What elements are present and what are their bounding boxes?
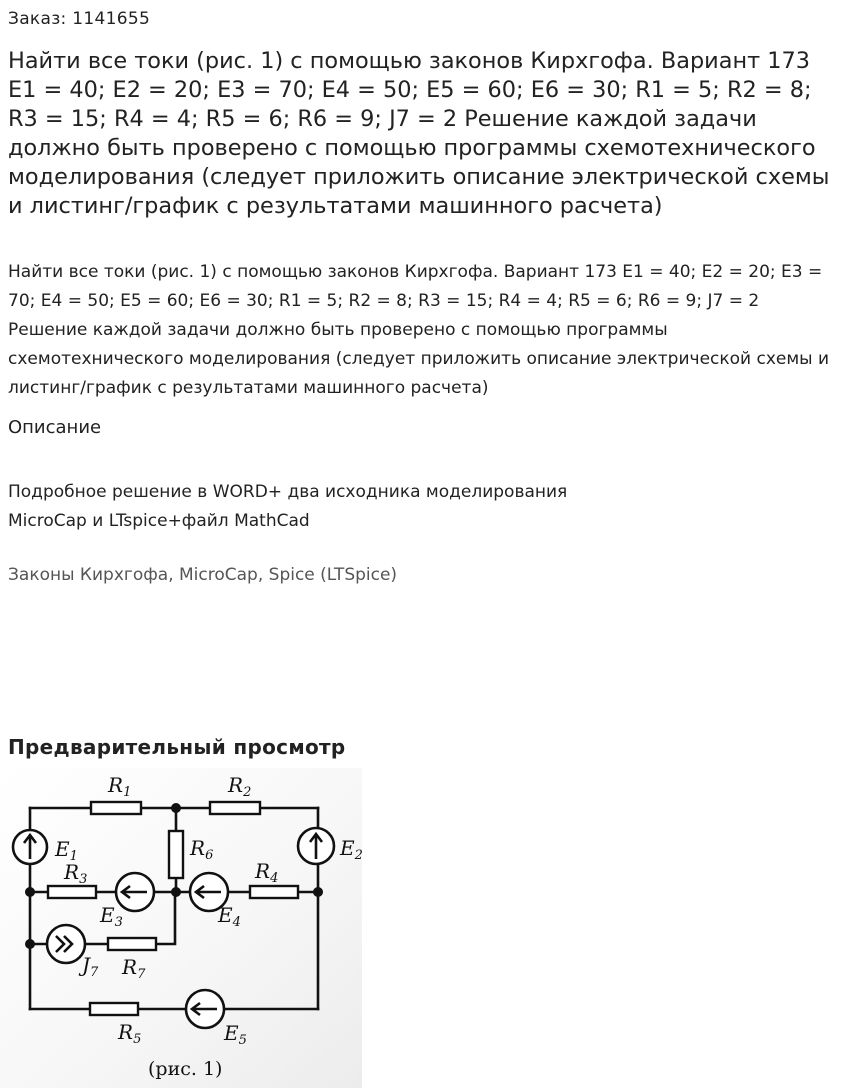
circuit-preview-image [0, 768, 370, 1088]
source-e5 [186, 990, 224, 1028]
task-description: Найти все токи (рис. 1) с помощью законов Кирхгофа. Вариант 173 E1 = 40; E2 = 20; E3 = 70; E4 = 50; E5 = 60; E6 = 30; R1 = 5; R2 = 8; R3 = 15; R4 = 4; R5 = 6; R6 = 9; J7 = 2 Решение каждой задачи должно быть проверено с помощью программы схемотехнического моделирования (следует приложить описание электрической схемы и листинг/график с результатами машинного расчета) [8, 262, 830, 398]
tag-separator: , [168, 565, 174, 585]
tag-link-kirchhoff[interactable]: Законы Кирхгофа [8, 565, 169, 585]
label-r2: $R_2$ [228, 773, 252, 800]
label-e4: $E_4$ [218, 903, 241, 930]
label-e1: $E_1$ [55, 837, 78, 864]
preview-heading: Предварительный просмотр [8, 735, 346, 759]
label-r4: $R_4$ [255, 859, 279, 886]
resistor-r7 [108, 938, 156, 950]
resistor-r4 [250, 886, 298, 898]
label-r1: $R_1$ [108, 773, 132, 800]
source-e3 [116, 873, 154, 911]
label-e5: $E_5$ [224, 1021, 247, 1048]
page-title: Найти все токи (рис. 1) с помощью законов Кирхгофа. Вариант 173 E1 = 40; E2 = 20; E3 = 70; E4 = 50; E5 = 60; E6 = 30; R1 = 5; R2 = 8; R3 = 15; R4 = 4; R5 = 6; R6 = 9; J7 = 2 Решение каждой задачи должно быть проверено с помощью программы схемотехнического моделирования (следует приложить описание электрической схемы и листинг/график с результатами машинного расчета) [8, 48, 830, 219]
resistor-r3 [48, 886, 96, 898]
label-r6: $R_6$ [190, 836, 214, 863]
tag-link-spice[interactable]: Spice (LTSpice) [268, 565, 398, 585]
resistor-r1 [91, 802, 141, 814]
resistor-r6 [169, 831, 183, 878]
order-number: Заказ: 1141655 [8, 9, 151, 29]
resistor-r2 [210, 802, 260, 814]
source-e2 [298, 828, 334, 864]
solution-info [8, 478, 567, 536]
node-left-low [25, 939, 35, 949]
tag-link-microcap[interactable]: MicroCap [179, 565, 258, 585]
label-e3: $E_3$ [100, 903, 123, 930]
source-e1 [13, 830, 47, 864]
solution-line-2: MicroCap и LTspice+файл MathCad [8, 511, 310, 531]
tag-separator: , [257, 565, 264, 585]
circuit-diagram [0, 768, 370, 1088]
label-e2: $E_2$ [340, 836, 363, 863]
node-left-mid [25, 887, 35, 897]
solution-line-1: Подробное решение в WORD+ два исходника моделирования [8, 482, 568, 502]
tag-list [8, 565, 397, 585]
node-right-mid [313, 887, 323, 897]
node-center [171, 887, 181, 897]
label-r7: $R_7$ [122, 955, 146, 982]
node-top [171, 803, 181, 813]
figure-caption: (рис. 1) [148, 1058, 223, 1080]
resistor-r5 [90, 1003, 138, 1015]
label-j7: $J_7$ [82, 953, 99, 980]
label-r3: $R_3$ [64, 860, 88, 887]
description-label: Описание [8, 417, 102, 438]
label-r5: $R_5$ [118, 1020, 142, 1047]
current-source-j7 [47, 925, 85, 963]
